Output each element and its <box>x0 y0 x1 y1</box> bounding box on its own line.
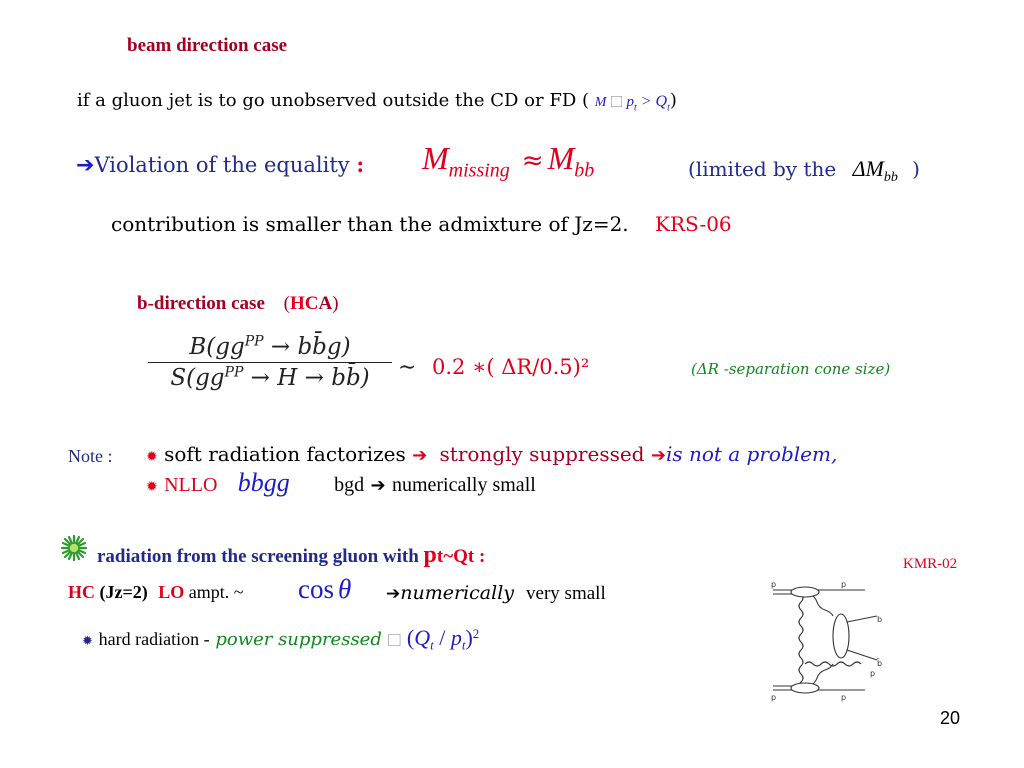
violation-colon: : <box>356 152 365 177</box>
fraction-bar <box>148 362 392 363</box>
q-psub: t <box>461 637 466 653</box>
bbgg-formula: bbgg <box>237 468 290 497</box>
diagram-label-pt: p <box>870 669 876 678</box>
not-problem-text: is not a problem, <box>665 442 838 466</box>
ampt-text: ampt. ~ <box>188 582 244 602</box>
numerically-text: numerically <box>400 582 514 604</box>
note-line-2 <box>146 468 536 498</box>
diagram-label-p1: p <box>771 580 777 589</box>
diagram-label-p3: p <box>771 693 777 702</box>
note-label: Note : <box>68 446 113 466</box>
violation-text: Violation of the equality <box>94 153 350 177</box>
arrow-right-icon: ➔ <box>412 445 428 466</box>
missing-glyph-icon: ⃞ <box>387 634 401 649</box>
theta-symbol: θ <box>338 574 352 604</box>
green-burst-icon <box>60 534 88 566</box>
m-missing: M <box>422 140 449 176</box>
page-number: 20 <box>940 708 961 728</box>
formula-m: M <box>594 95 607 110</box>
cos-theta <box>298 574 351 605</box>
kmr-ref: KMR-02 <box>903 556 958 572</box>
violation-line <box>76 152 364 178</box>
numerically-line <box>386 582 606 605</box>
q-slash: / <box>433 625 451 650</box>
soft-text: soft radiation factorizes <box>164 442 406 466</box>
m-bb: M <box>547 140 575 176</box>
formula-q-sub: t <box>667 102 670 114</box>
arrow-right-icon: ➔ <box>370 475 386 496</box>
q-sub: t <box>430 637 434 653</box>
m-bb-sub: bb <box>574 159 595 182</box>
m-missing-formula <box>422 140 595 182</box>
bgd-text: bgd <box>334 474 365 496</box>
beam-condition-text: if a gluon jet is to go unobserved outside the CD or FD ( <box>77 90 590 111</box>
sun-bullet-icon: ✹ <box>82 634 93 649</box>
missing-glyph-icon: ⃞ <box>610 95 623 109</box>
ratio-value: 0.2 ∗( ΔR/0.5)² <box>432 355 590 379</box>
hc-a: A <box>318 293 333 314</box>
formula-close: ) <box>669 90 677 111</box>
contribution-text: contribution is smaller than the admixture of Jz=2. <box>111 212 629 236</box>
sun-bullet-icon: ✹ <box>146 449 158 465</box>
radiation-title-line <box>97 542 485 569</box>
formula-p-sub: t <box>633 102 637 114</box>
tilde-symbol: ∼ <box>398 355 417 380</box>
hc-lo-line <box>68 582 243 603</box>
pt-rest: t~Qt : <box>436 546 486 567</box>
ratio-numerator: $B(gg^{PP}$ → bb̄g) <box>189 333 351 360</box>
hc-label: HC <box>68 582 95 602</box>
m-missing-sub: missing <box>448 159 510 182</box>
limited-note <box>688 156 920 185</box>
hard-text: hard radiation - <box>98 629 210 649</box>
very-small-text: very small <box>526 583 606 604</box>
diagram-label-bbar: b̄ <box>877 659 883 668</box>
hc-label: HC <box>289 293 319 314</box>
feynman-diagram <box>765 578 890 703</box>
b-direction-heading <box>137 293 339 315</box>
pt-p: p <box>423 542 437 568</box>
diagram-label-p4: p <box>841 693 847 702</box>
arrow-right-icon: ➔ <box>650 445 666 466</box>
q-p: p <box>450 625 462 650</box>
hc-open: ( <box>283 293 290 314</box>
ratio-denominator: $S(gg^{PP} \to H$ → bb̄) <box>170 364 370 391</box>
arrow-right-icon: ➔ <box>386 584 401 604</box>
suppressed-text: strongly suppressed <box>439 442 645 466</box>
ratio-fraction <box>148 334 392 391</box>
diagram-label-b: b <box>877 615 883 624</box>
q-open: ( <box>406 625 415 650</box>
q-Q: Q <box>414 625 431 650</box>
formula-p: p <box>626 94 634 110</box>
separation-note: (ΔR -separation cone size) <box>691 360 891 378</box>
q-close: ) <box>465 625 473 650</box>
formula-compare: > Q <box>640 93 668 110</box>
limited-text: (limited by the <box>688 157 837 181</box>
beam-condition-line <box>77 90 677 114</box>
delta-m-sub: bb <box>883 170 898 185</box>
hard-radiation-line <box>82 625 479 651</box>
diagram-label-p2: p <box>841 580 847 589</box>
numerically-small-text: numerically small <box>391 474 536 496</box>
beam-title: beam direction case <box>127 35 288 56</box>
lo-label: LO <box>158 582 185 602</box>
nllo-label: NLLO <box>164 474 218 496</box>
krs-ref: KRS-06 <box>655 212 732 236</box>
radiation-title: radiation from the screening gluon with <box>97 546 419 567</box>
note-line-1 <box>146 442 837 466</box>
limited-close: ) <box>912 157 920 181</box>
hc-close: ) <box>332 293 339 314</box>
sun-bullet-icon: ✹ <box>146 479 158 495</box>
power-suppressed-text: power suppressed <box>215 629 382 650</box>
approx-symbol: ≈ <box>521 146 544 176</box>
jz-label: (Jz=2) <box>99 582 148 602</box>
delta-m: ΔM <box>852 156 884 181</box>
cos-text: cos <box>298 574 334 604</box>
q-exp: 2 <box>472 626 480 641</box>
contribution-line <box>111 212 732 236</box>
arrow-right-icon: ➔ <box>76 153 95 178</box>
b-direction-title: b-direction case <box>137 293 265 314</box>
